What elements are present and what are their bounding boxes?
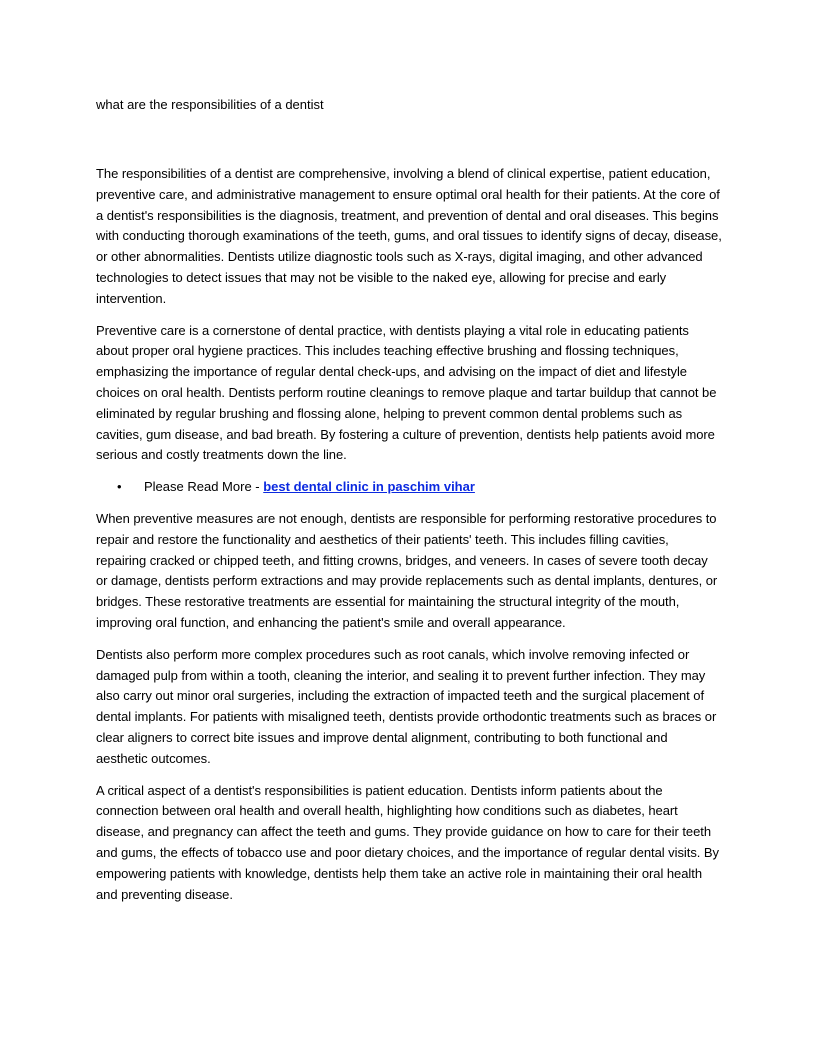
read-more-prefix: Please Read More -: [144, 479, 264, 495]
paragraph-intro: The responsibilities of a dentist are comprehensive, involving a blend of clinical expertise, patient education, preventive care, and administrative management to ensure optimal oral health for their patients. At the core of a dentist's responsibilities is the diagnosis, treatment, and prevention of dental and oral diseases. This begins with conducting thorough examinations of the teeth, gums, and oral tissues to identify signs of decay, disease, or other abnormalities. Dentists utilize diagnostic tools such as X-rays, digital imaging, and other advanced technologies to detect issues that may not be visible to the naked eye, allowing for precise and early intervention.: [96, 166, 722, 306]
dental-clinic-link[interactable]: best dental clinic in paschim vihar: [263, 479, 475, 495]
read-more-list: [96, 477, 722, 498]
paragraph-restorative: When preventive measures are not enough, dentists are responsible for performing restorative procedures to repair and restore the functionality and aesthetics of their patients' teeth. This includes filling cavities, repairing cracked or chipped teeth, and fitting crowns, bridges, and veneers. In cases of severe tooth decay or damage, dentists perform extractions and may provide replacements such as dental implants, dentures, or bridges. These restorative treatments are essential for maintaining the structural integrity of the mouth, improving oral function, and enhancing the patient's smile and overall appearance.: [96, 510, 718, 630]
paragraph-patient-education: A critical aspect of a dentist's responsibilities is patient education. Dentists inform patients about the connection between oral health and overall health, highlighting how conditions such as diabetes, heart disease, and pregnancy can affect the teeth and gums. They provide guidance on how to care for their teeth and gums, the effects of tobacco use and poor dietary choices, and the importance of regular dental visits. By empowering patients with knowledge, dentists help them take an active role in maintaining their oral health and preventing disease.: [96, 782, 719, 902]
read-more-item: [96, 477, 722, 498]
paragraph-complex-procedures: Dentists also perform more complex procedures such as root canals, which involve removing infected or damaged pulp from within a tooth, cleaning the interior, and sealing it to prevent further infection. They may also carry out minor oral surgeries, including the extraction of impacted teeth and the surgical placement of dental implants. For patients with misaligned teeth, dentists provide orthodontic treatments such as braces or clear aligners to correct bite issues and improve dental alignment, contributing to both functional and aesthetic outcomes.: [96, 646, 717, 766]
document-title: what are the responsibilities of a dentist: [96, 97, 324, 112]
document-body: [96, 164, 722, 916]
paragraph-preventive-care: Preventive care is a cornerstone of dental practice, with dentists playing a vital role in educating patients about proper oral hygiene practices. This includes teaching effective brushing and flossing techniques, emphasizing the importance of regular dental check-ups, and advising on the impact of diet and lifestyle choices on oral health. Dentists perform routine cleanings to remove plaque and tartar buildup that cannot be eliminated by regular brushing and flossing alone, helping to prevent common dental problems such as cavities, gum disease, and bad breath. By fostering a culture of prevention, dentists help patients avoid more serious and costly treatments down the line.: [96, 322, 717, 463]
bullet-icon: •: [117, 479, 122, 495]
